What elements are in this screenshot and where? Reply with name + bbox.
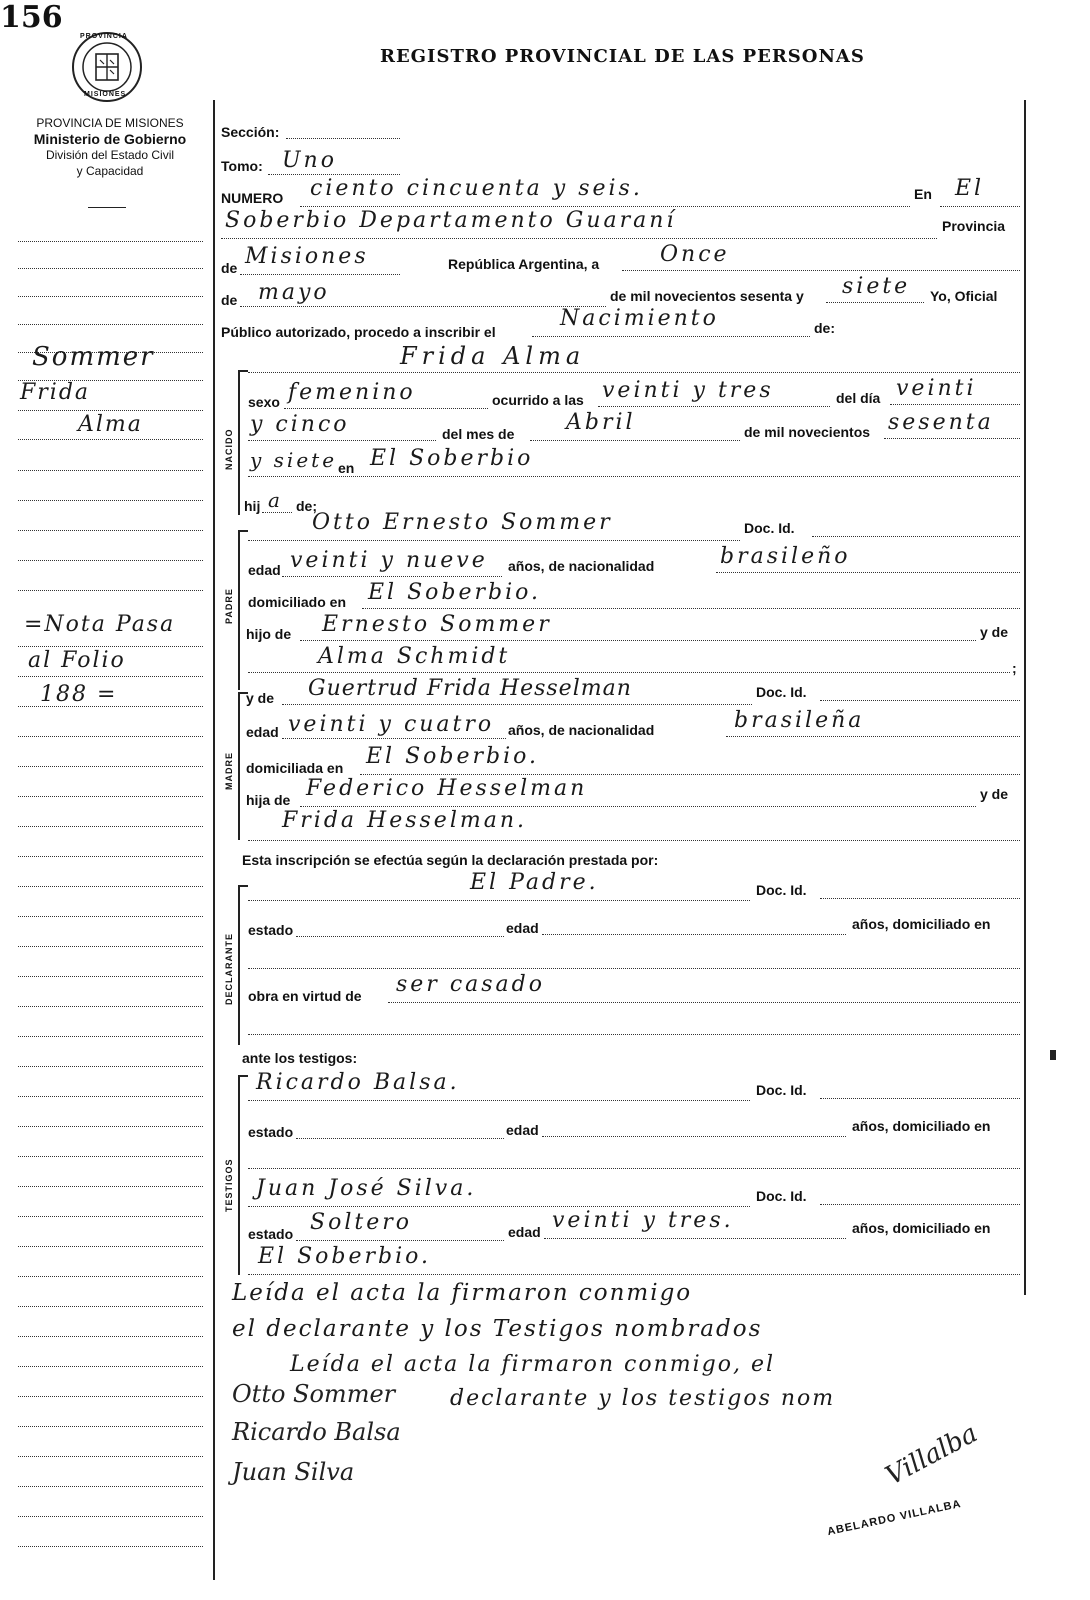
label-de-2: de (221, 292, 238, 308)
entry-dia: Once (660, 242, 730, 267)
label-en: En (914, 186, 932, 202)
edge-mark (1050, 1050, 1056, 1060)
entry-tomo: Uno (282, 148, 337, 173)
heading-rule (88, 207, 126, 208)
label-edad-declarante: edad (506, 920, 539, 936)
section-madre: MADRE (224, 752, 234, 790)
label-anos-dom-declarante: años, domiciliado en (852, 916, 991, 932)
label-domiciliada-madre: domiciliada en (246, 760, 344, 776)
margin-given-1: Frida (20, 380, 91, 405)
entry-nombre: Frida Alma (400, 342, 586, 370)
label-edad-padre: edad (248, 562, 281, 578)
label-en-lugar: en (338, 460, 355, 476)
label-anos-dom-testigo-1: años, domiciliado en (852, 1118, 991, 1134)
entry-padre-padre: Ernesto Sommer (322, 612, 552, 637)
label-y-de-padre: y de (980, 624, 1009, 640)
label-hij: hij (244, 498, 261, 514)
label-estado-testigo-1: estado (248, 1124, 294, 1140)
signature-3: Juan Silva (232, 1458, 355, 1486)
label-republica: República Argentina, a (448, 256, 600, 272)
label-de-1: de (221, 260, 238, 276)
section-testigos: TESTIGOS (224, 1158, 234, 1212)
closing-line-4: declarante y los testigos nom (450, 1386, 836, 1411)
entry-hij-suffix: a (268, 488, 282, 512)
entry-acto: Nacimiento (560, 306, 719, 331)
entry-padre-madre: Alma Schmidt (318, 644, 511, 669)
entry-dia-nac-2: y cinco (250, 412, 350, 437)
label-numero: NUMERO (221, 190, 284, 206)
padre-bracket (238, 530, 240, 690)
label-edad-testigo-1: edad (506, 1122, 539, 1138)
entry-dia-nac: veinti (896, 376, 977, 401)
entry-padre-dom: El Soberbio. (368, 580, 541, 605)
division-line-2: y Capacidad (76, 164, 144, 178)
margin-note-2: al Folio (28, 648, 126, 673)
entry-anio: siete (842, 274, 911, 299)
entry-mes-nac: Abril (566, 410, 636, 435)
label-publico: Público autorizado, procedo a inscribir el (221, 324, 496, 340)
label-del-dia: del día (836, 390, 881, 406)
nacido-bracket (238, 370, 240, 515)
label-ante-testigos: ante los testigos: (242, 1050, 358, 1066)
section-padre: PADRE (224, 588, 234, 624)
entry-madre-nac: brasileña (734, 708, 865, 733)
label-ocurrido: ocurrido a las (492, 392, 584, 408)
signature-2: Ricardo Balsa (232, 1418, 401, 1446)
label-y-de-madre: y de (246, 690, 275, 706)
label-anos-dom-testigo-2: años, domiciliado en (852, 1220, 991, 1236)
label-y-de-madre-2: y de (980, 786, 1009, 802)
label-semicolon: ; (1012, 660, 1017, 676)
ministry-name: Ministerio de Gobierno (33, 131, 187, 147)
entry-testigo-2-estado: Soltero (310, 1210, 412, 1235)
section-declarante: DECLARANTE (224, 933, 234, 1005)
entry-testigo-1: Ricardo Balsa. (256, 1070, 460, 1095)
madre-bracket (238, 692, 240, 840)
label-doc-id-madre: Doc. Id. (756, 684, 807, 700)
left-border (213, 100, 215, 1580)
entry-mes: mayo (258, 280, 330, 305)
label-esta-inscripcion: Esta inscripción se efectúa según la declaración prestada por: (242, 852, 659, 868)
label-doc-id-testigo-1: Doc. Id. (756, 1082, 807, 1098)
division-line-1: División del Estado Civil (45, 148, 175, 162)
label-anos-nac-madre: años, de nacionalidad (508, 722, 655, 738)
label-hija-de: hija de (246, 792, 291, 808)
entry-sexo: femenino (288, 380, 416, 405)
page-number: 156 (0, 0, 63, 35)
official-stamp: ABELARDO VILLALBA (826, 1497, 963, 1539)
ministry-heading (10, 115, 210, 179)
declarante-bracket (238, 885, 240, 1045)
label-provincia: Provincia (942, 218, 1006, 234)
signature-1: Otto Sommer (232, 1380, 396, 1408)
entry-madre-nombre: Guertrud Frida Hesselman (308, 676, 632, 701)
label-tomo: Tomo: (221, 158, 263, 174)
label-mil-sesenta: de mil novecientos sesenta y (610, 288, 804, 304)
entry-lugar-nac: El Soberbio (370, 446, 534, 471)
label-del-mes: del mes de (442, 426, 515, 442)
entry-madre-dom: El Soberbio. (366, 744, 539, 769)
entry-declarante: El Padre. (470, 870, 599, 895)
label-seccion: Sección: (221, 124, 280, 140)
entry-padre-nombre: Otto Ernesto Sommer (312, 510, 613, 535)
entry-padre-edad: veinti y nueve (290, 548, 488, 573)
document-title: REGISTRO PROVINCIAL DE LAS PERSONAS (380, 46, 865, 67)
entry-padre-nac: brasileño (720, 544, 851, 569)
provincial-seal: PROVINCIA MISIONES (70, 30, 144, 104)
label-doc-id-testigo-2: Doc. Id. (756, 1188, 807, 1204)
label-edad-testigo-2: edad (508, 1224, 541, 1240)
closing-line-3: Leída el acta la firmaron conmigo, el (290, 1352, 776, 1377)
entry-lugar: Soberbio Departamento Guaraní (225, 208, 677, 233)
label-obra: obra en virtud de (248, 988, 362, 1004)
label-domiciliado-padre: domiciliado en (248, 594, 347, 610)
label-de-colon: de: (814, 320, 835, 336)
label-de-mil: de mil novecientos (744, 424, 871, 440)
label-hijo-de: hijo de (246, 626, 292, 642)
closing-line-1: Leída el acta la firmaron conmigo (232, 1280, 693, 1306)
margin-given-2: Alma (78, 412, 143, 437)
label-anos-nac-padre: años, de nacionalidad (508, 558, 655, 574)
entry-anio-nac: sesenta (888, 410, 994, 435)
label-edad-madre: edad (246, 724, 279, 740)
label-doc-id-padre: Doc. Id. (744, 520, 795, 536)
margin-note-1: =Nota Pasa (24, 612, 176, 637)
entry-hora: veinti y tres (602, 378, 774, 403)
label-yo-oficial: Yo, Oficial (930, 288, 998, 304)
entry-provincia: Misiones (245, 244, 369, 269)
entry-obra: ser casado (396, 972, 545, 997)
label-sexo: sexo (248, 394, 280, 410)
testigos-bracket (238, 1075, 240, 1275)
closing-line-2: el declarante y los Testigos nombrados (232, 1316, 763, 1342)
label-doc-id-declarante: Doc. Id. (756, 882, 807, 898)
label-estado-declarante: estado (248, 922, 294, 938)
province-name: PROVINCIA DE MISIONES (36, 116, 184, 130)
label-estado-testigo-2: estado (248, 1226, 294, 1242)
right-border (1024, 100, 1026, 1295)
entry-anio-nac-2: y siete (250, 448, 338, 472)
official-signature: Villalba (880, 1418, 983, 1492)
section-nacido: NACIDO (224, 428, 234, 470)
margin-surname: Sommer (32, 342, 155, 372)
entry-madre-madre: Frida Hesselman. (282, 808, 527, 833)
margin-note-3: 188 = (40, 682, 118, 707)
entry-madre-edad: veinti y cuatro (288, 712, 495, 737)
entry-numero: ciento cincuenta y seis. (310, 176, 643, 201)
entry-testigo-2-dom: El Soberbio. (258, 1244, 431, 1269)
entry-testigo-2: Juan José Silva. (256, 1176, 477, 1201)
entry-madre-padre: Federico Hesselman (306, 776, 588, 801)
entry-testigo-2-edad: veinti y tres. (552, 1208, 734, 1233)
entry-en: El (955, 176, 985, 201)
label-de-semicolon: de; (296, 498, 317, 514)
